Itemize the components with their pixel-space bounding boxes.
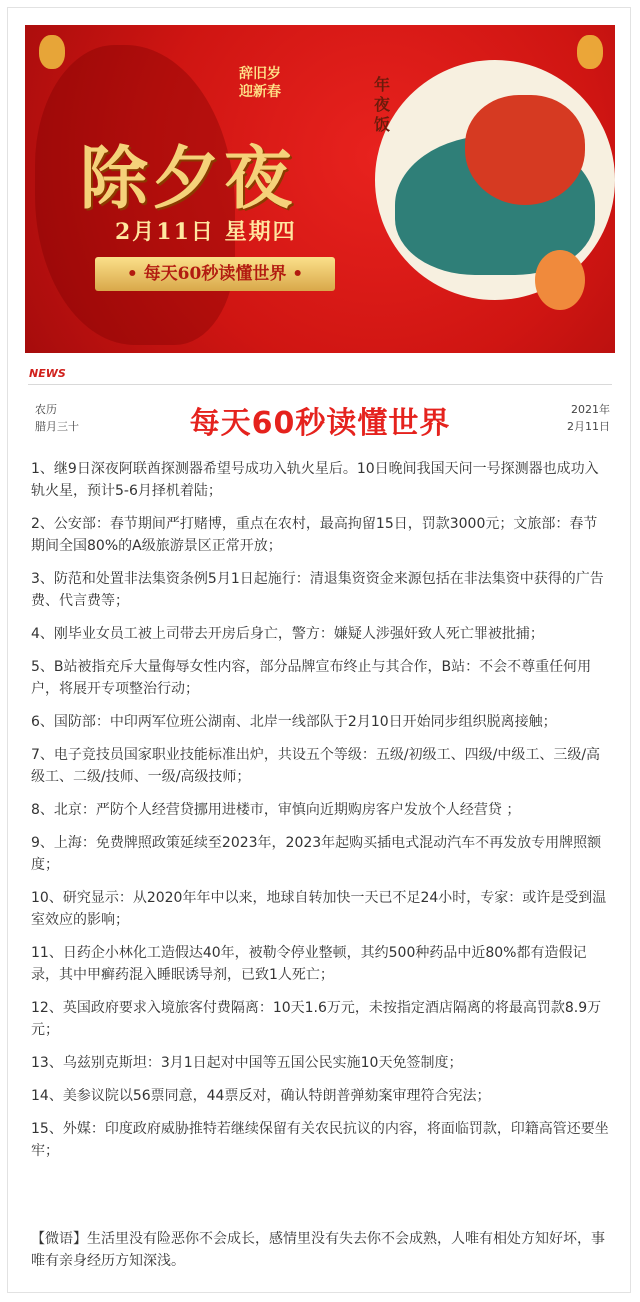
banner-ribbon: • 每天60秒读懂世界 • [95,257,335,291]
news-section-tag: NEWS [29,367,66,380]
lunar-day: 腊月三十 [35,420,79,433]
banner-image [25,25,615,353]
divider [28,384,612,385]
news-item: 1、继9日深夜阿联酋探测器希望号成功入轨火星后。10日晚间我国天问一号探测器也成功入轨火星，预计5-6月择机着陆； [31,461,599,499]
news-item: 8、北京：严防个人经营贷挪用进楼市，审慎向近期购房客户发放个人经营贷 ； [31,802,521,818]
banner-date: 2月11日 星期四 [115,219,297,245]
lantern-icon [577,35,603,69]
news-item: 4、刚毕业女员工被上司带去开房后身亡，警方：嫌疑人涉强奸致人死亡罪被批捕； [31,626,544,642]
news-item: 6、国防部：中印两军位班公湖南、北岸一线部队于2月10日开始同步组织脱离接触； [31,714,557,730]
news-list [31,458,611,1173]
banner-title: 除夕夜 [80,139,297,219]
news-item: 7、电子竞技员国家职业技能标准出炉，共设五个等级：五级/初级工、四级/中级工、三级/高级工、二级/技师、一级/高级技师； [31,747,601,785]
lantern-icon [39,35,65,69]
news-item: 9、上海：免费牌照政策延续至2023年，2023年起购买插电式混动汽车不再发放专用牌照额度； [31,835,602,873]
date-year: 2021年 [571,403,610,416]
banner-tagline [215,65,305,101]
news-item: 2、公安部：春节期间严打赌博，重点在农村，最高拘留15日，罚款3000元；文旅部：春节期间全国80%的A级旅游景区正常开放； [31,516,598,554]
closing-quote: 【微语】生活里没有险恶你不会成长，感情里没有失去你不会成熟，人唯有相处方知好坏，事唯有亲身经历方知深浅。 [31,1231,605,1269]
koi-fish-illustration [535,250,585,310]
news-item: 5、B站被指充斥大量侮辱女性内容，部分品牌宣布终止与其合作，B站：不会不尊重任何用户，将展开专项整治行动； [31,659,592,697]
tagline-line-2: 迎新春 [239,84,281,100]
news-item: 3、防范和处置非法集资条例5月1日起施行：清退集资资金来源包括在非法集资中获得的广告费、代言费等； [31,571,604,609]
news-item: 12、英国政府要求入境旅客付费隔离：10天1.6万元，未按指定酒店隔离的将最高罚款8.9万元； [31,1000,602,1038]
news-item: 10、研究显示：从2020年年中以来，地球自转加快一天已不足24小时，专家：或许是受到温室效应的影响； [31,890,607,928]
news-item: 11、日药企小林化工造假达40年，被勒令停业整顿，其约500种药品中近80%都有造假记录，其中甲癣药混入睡眠诱导剂，已致1人死亡； [31,945,587,983]
tagline-line-1: 辞旧岁 [239,66,281,82]
news-item: 14、美参议院以56票同意，44票反对，确认特朗普弹劾案审理符合宪法； [31,1088,491,1104]
ox-illustration [465,95,585,205]
lunar-date [35,401,79,435]
lunar-label: 农历 [35,403,57,416]
gregorian-date [558,401,610,435]
page-title: 每天60秒读懂世界 [189,406,451,441]
nianyefan-label: 年夜饭 [373,75,390,134]
date-day: 2月11日 [567,420,610,433]
news-item: 15、外媒：印度政府威胁推特若继续保留有关农民抗议的内容，将面临罚款，印籍高管还要坐牢； [31,1121,609,1159]
news-item: 13、乌兹别克斯坦：3月1日起对中国等五国公民实施10天免签制度； [31,1055,463,1071]
